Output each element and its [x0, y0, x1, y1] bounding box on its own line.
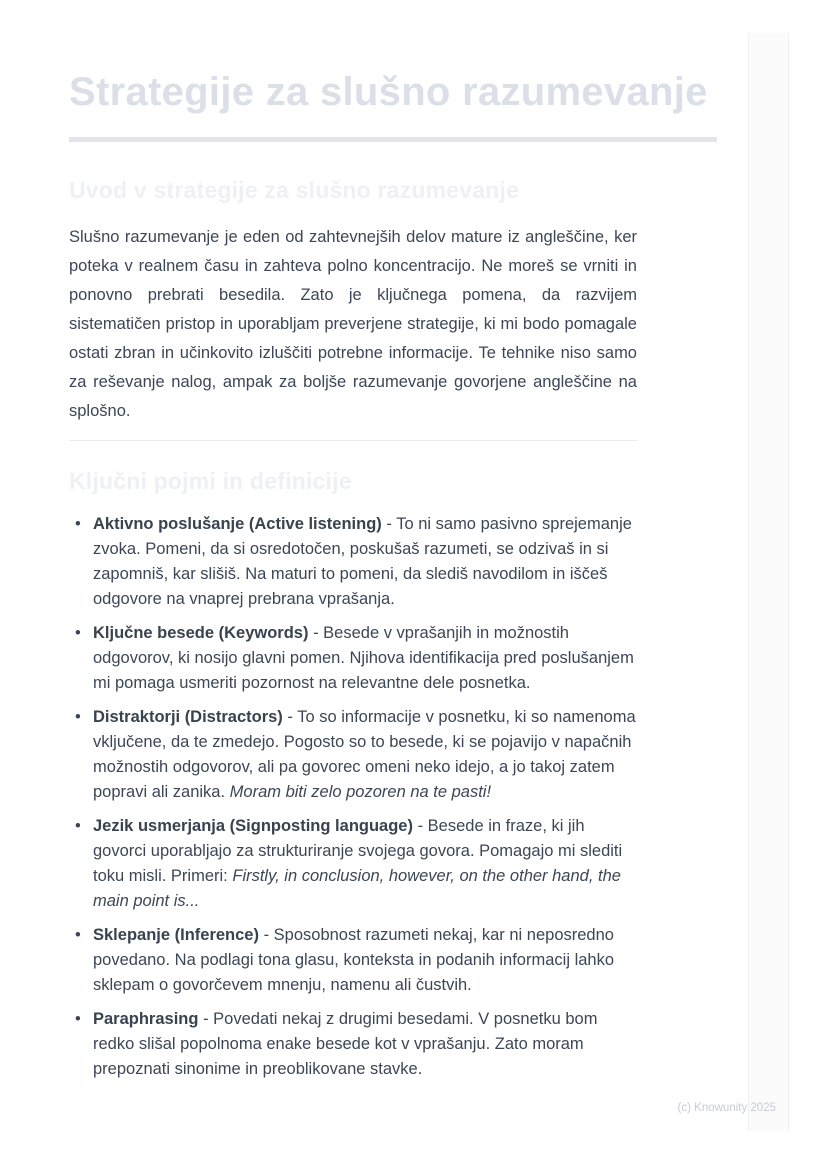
list-item-keywords [69, 621, 637, 696]
footer-credit: (c) Knowunity 2025 [677, 1102, 776, 1114]
intro-heading: Uvod v strategije za slušno razumevanje [69, 177, 520, 203]
intro-paragraph: Slušno razumevanje je eden od zahtevnejših delov mature iz angleščine, ker poteka v realnem času in zahteva polno koncentracijo. Ne moreš se vrniti in ponovno prebrati besedila. Zato je ključnega pomena, da razvijem sistematičen pristop in uporabljam preverjene strategije, ki mi bodo pomagale ostati zbran in učinkovito izluščiti potrebne informacije. Te tehnike niso samo za reševanje nalog, ampak za boljše razumevanje govorjene angleščine na splošno. [69, 228, 637, 420]
term-separator: - [203, 1010, 209, 1028]
key-concepts-section [69, 468, 637, 1082]
term-separator: - [386, 515, 392, 533]
list-item-signposting [69, 814, 637, 914]
term-definition-italic: Moram biti zelo pozoren na te pasti! [229, 783, 492, 801]
key-concepts-list [69, 512, 637, 1082]
term-definition: To ni samo pasivno sprejemanje zvoka. Pomeni, da si osredotočen, poskušaš razumeti, se odzivaš in si zapomniš, kar slišiš. Na maturi to pomeni, da slediš navodilom in iščeš odgovore na vnaprej prebrana vprašanja. [93, 515, 632, 608]
term-separator: - [313, 624, 319, 642]
document-page [69, 0, 708, 1091]
term-definition-italic: Firstly, in conclusion, however, on the other hand, the main point is... [93, 867, 621, 910]
term-separator: - [287, 708, 293, 726]
list-item-active-listening [69, 512, 637, 612]
term-definition: Besede v vprašanjih in možnostih odgovorov, ki nosijo glavni pomen. Njihova identifikacija pred poslušanjem mi pomaga usmeriti pozornost na relevantne dele posnetka. [93, 624, 634, 692]
term-separator: - [263, 926, 270, 944]
intro-section [69, 177, 637, 441]
page-title: Strategije za slušno razumevanje [69, 70, 708, 114]
term-label: Sklepanje (Inference) [93, 926, 259, 944]
term-definition: Sposobnost razumeti nekaj, kar ni neposredno povedano. Na podlagi tona glasu, konteksta in podanih informacij lahko sklepam o govorčevem mnenju, namenu ali čustvih. [93, 926, 615, 994]
list-item-distractors [69, 705, 637, 805]
list-item-inference [69, 923, 637, 998]
term-label: Jezik usmerjanja (Signposting language) [93, 817, 413, 835]
list-item-paraphrasing [69, 1007, 637, 1082]
title-divider [69, 137, 717, 142]
key-concepts-heading: Ključni pojmi in definicije [69, 468, 352, 494]
term-definition: To so informacije v posnetku, ki so namenoma vključene, da te zmedejo. Pogosto so to besede, ki se pojavijo v napačnih možnostih odgovorov, ali pa govorec omeni neko idejo, a jo takoj zatem popravi ali zanika. [93, 708, 636, 801]
term-separator: - [417, 817, 424, 835]
term-definition: Povedati nekaj z drugimi besedami. V posnetku bom redko slišal popolnoma enake besede kot v vprašanju. Zato moram prepoznati sinonime in preoblikovane stavke. [93, 1010, 598, 1078]
term-definition: Besede in fraze, ki jih govorci uporabljajo za strukturiranje svojega govora. Pomagajo mi slediti toku misli. Primeri: [93, 817, 623, 885]
term-label: Aktivno poslušanje (Active listening) [93, 515, 382, 533]
term-label: Distraktorji (Distractors) [93, 708, 283, 726]
page-edge [748, 33, 789, 1131]
term-label: Paraphrasing [93, 1010, 199, 1028]
section-divider [69, 440, 637, 441]
term-label: Ključne besede (Keywords) [93, 624, 309, 642]
